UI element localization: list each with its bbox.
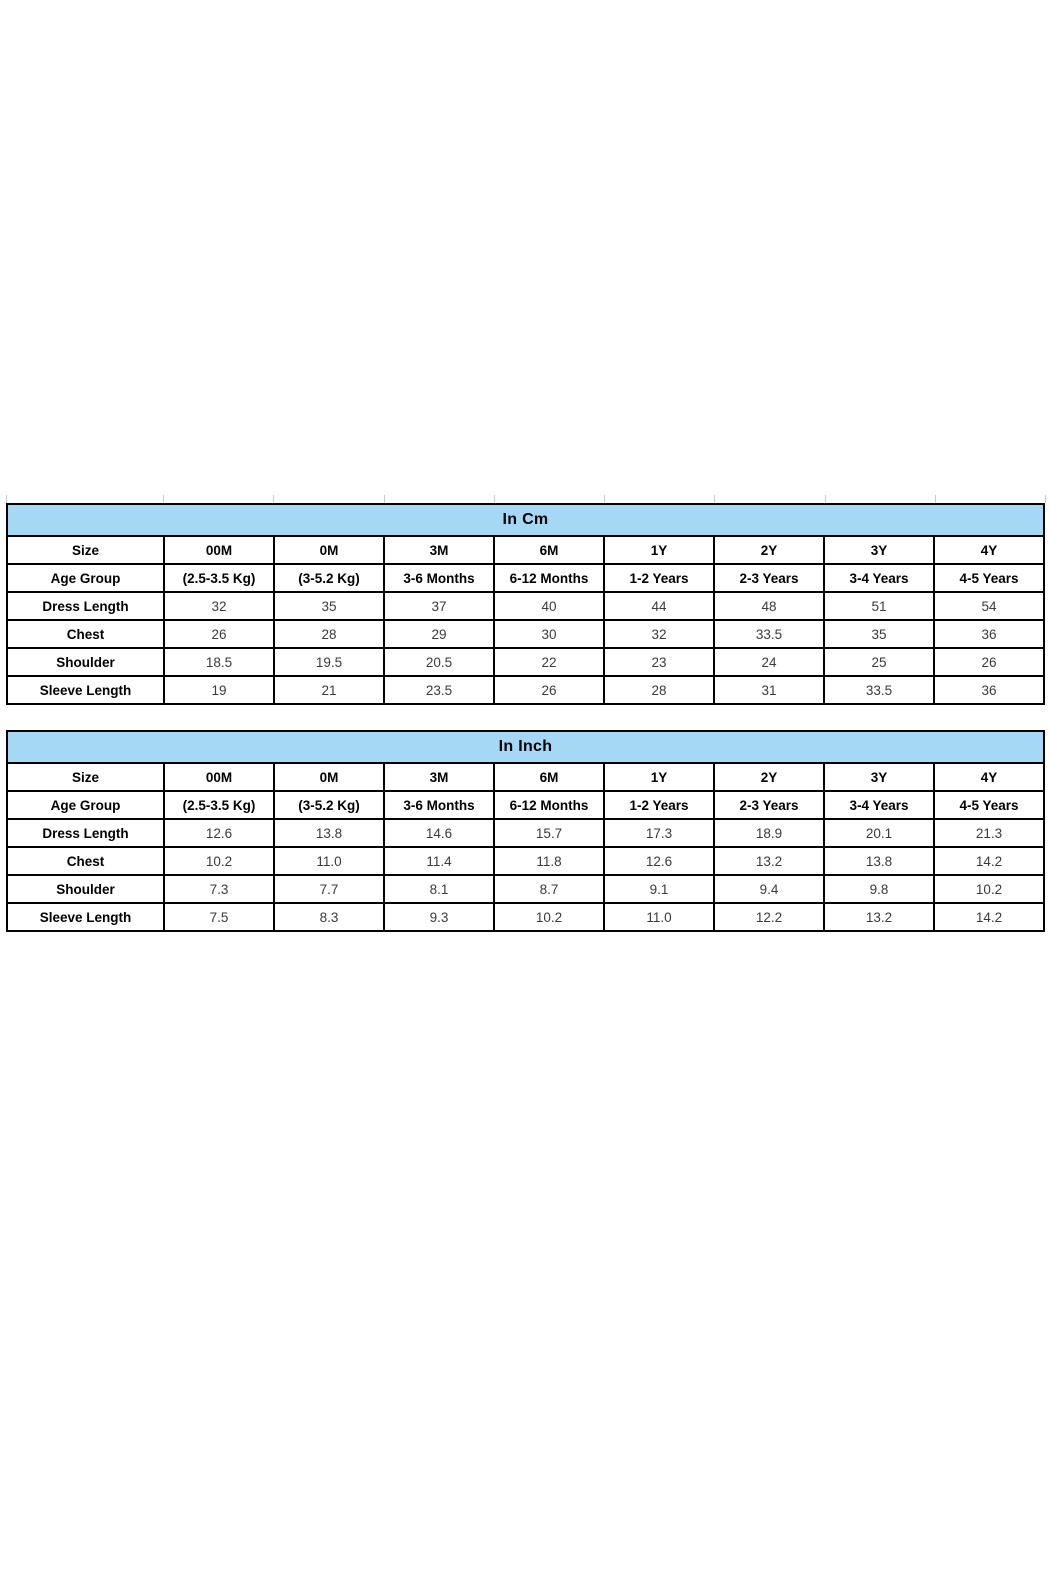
measurement-value-cell: 12.2 xyxy=(714,903,824,931)
measurement-value-cell: 13.2 xyxy=(714,847,824,875)
size-column-header: 0M xyxy=(274,763,384,791)
measurement-row-label: Dress Length xyxy=(7,819,164,847)
measurement-value-cell: 54 xyxy=(934,592,1044,620)
measurement-value-cell: 51 xyxy=(824,592,934,620)
measurement-value-cell: 14.2 xyxy=(934,903,1044,931)
age-group-label: Age Group xyxy=(7,791,164,819)
age-group-header: (2.5-3.5 Kg) xyxy=(164,791,274,819)
measurement-value-cell: 10.2 xyxy=(494,903,604,931)
measurement-value-cell: 17.3 xyxy=(604,819,714,847)
measurement-value-cell: 35 xyxy=(274,592,384,620)
measurement-value-cell: 44 xyxy=(604,592,714,620)
gridline-tick xyxy=(935,495,936,503)
measurement-value-cell: 26 xyxy=(934,648,1044,676)
measurement-value-cell: 9.1 xyxy=(604,875,714,903)
measurement-value-cell: 7.5 xyxy=(164,903,274,931)
measurement-value-cell: 31 xyxy=(714,676,824,704)
measurement-value-cell: 18.9 xyxy=(714,819,824,847)
size-column-header: 4Y xyxy=(934,763,1044,791)
age-group-header: (2.5-3.5 Kg) xyxy=(164,564,274,592)
measurement-value-cell: 20.5 xyxy=(384,648,494,676)
measurement-value-cell: 11.0 xyxy=(604,903,714,931)
size-table-inch xyxy=(6,730,1045,932)
measurement-value-cell: 48 xyxy=(714,592,824,620)
size-column-header: 1Y xyxy=(604,763,714,791)
measurement-value-cell: 13.2 xyxy=(824,903,934,931)
measurement-value-cell: 21 xyxy=(274,676,384,704)
gridline-tick xyxy=(825,495,826,503)
age-group-header: 4-5 Years xyxy=(934,791,1044,819)
measurement-row-label: Sleeve Length xyxy=(7,676,164,704)
measurement-row xyxy=(7,819,1044,847)
age-group-header: 6-12 Months xyxy=(494,564,604,592)
table-title: In Cm xyxy=(7,504,1044,536)
measurement-value-cell: 28 xyxy=(274,620,384,648)
size-column-header: 0M xyxy=(274,536,384,564)
gridline-tick xyxy=(494,495,495,503)
measurement-value-cell: 40 xyxy=(494,592,604,620)
measurement-value-cell: 8.1 xyxy=(384,875,494,903)
measurement-value-cell: 26 xyxy=(164,620,274,648)
measurement-value-cell: 9.4 xyxy=(714,875,824,903)
measurement-value-cell: 37 xyxy=(384,592,494,620)
size-column-header: 3Y xyxy=(824,536,934,564)
measurement-value-cell: 11.8 xyxy=(494,847,604,875)
table-title-row xyxy=(7,731,1044,763)
measurement-value-cell: 8.7 xyxy=(494,875,604,903)
size-column-header: 3Y xyxy=(824,763,934,791)
size-column-header: 3M xyxy=(384,763,494,791)
gridline-tick xyxy=(6,495,7,503)
measurement-row-label: Shoulder xyxy=(7,648,164,676)
measurement-value-cell: 33.5 xyxy=(824,676,934,704)
age-group-row xyxy=(7,564,1044,592)
measurement-row-label: Shoulder xyxy=(7,875,164,903)
age-group-header: 1-2 Years xyxy=(604,564,714,592)
measurement-value-cell: 30 xyxy=(494,620,604,648)
measurement-value-cell: 36 xyxy=(934,620,1044,648)
measurement-value-cell: 7.3 xyxy=(164,875,274,903)
age-group-header: 3-6 Months xyxy=(384,564,494,592)
age-group-header: 6-12 Months xyxy=(494,791,604,819)
gridline-tick xyxy=(163,495,164,503)
size-table-cm xyxy=(6,503,1045,705)
measurement-value-cell: 11.4 xyxy=(384,847,494,875)
measurement-value-cell: 10.2 xyxy=(164,847,274,875)
measurement-row-label: Sleeve Length xyxy=(7,903,164,931)
size-header-label: Size xyxy=(7,763,164,791)
gridline-tick xyxy=(1045,495,1046,503)
table-title-row xyxy=(7,504,1044,536)
size-column-header: 1Y xyxy=(604,536,714,564)
age-group-header: 3-4 Years xyxy=(824,564,934,592)
measurement-value-cell: 8.3 xyxy=(274,903,384,931)
gridline-tick xyxy=(273,495,274,503)
measurement-value-cell: 12.6 xyxy=(604,847,714,875)
measurement-value-cell: 14.6 xyxy=(384,819,494,847)
size-chart-table xyxy=(6,730,1045,932)
measurement-value-cell: 36 xyxy=(934,676,1044,704)
measurement-value-cell: 25 xyxy=(824,648,934,676)
table-title: In Inch xyxy=(7,731,1044,763)
size-column-header: 4Y xyxy=(934,536,1044,564)
gridline-tick xyxy=(604,495,605,503)
age-group-header: 2-3 Years xyxy=(714,564,824,592)
measurement-value-cell: 26 xyxy=(494,676,604,704)
measurement-value-cell: 12.6 xyxy=(164,819,274,847)
measurement-row-label: Chest xyxy=(7,620,164,648)
size-header-label: Size xyxy=(7,536,164,564)
size-column-header: 2Y xyxy=(714,763,824,791)
measurement-row-label: Chest xyxy=(7,847,164,875)
measurement-value-cell: 32 xyxy=(164,592,274,620)
measurement-value-cell: 20.1 xyxy=(824,819,934,847)
age-group-header: 4-5 Years xyxy=(934,564,1044,592)
measurement-value-cell: 19 xyxy=(164,676,274,704)
age-group-header: 3-6 Months xyxy=(384,791,494,819)
measurement-value-cell: 19.5 xyxy=(274,648,384,676)
measurement-value-cell: 29 xyxy=(384,620,494,648)
measurement-value-cell: 10.2 xyxy=(934,875,1044,903)
measurement-value-cell: 24 xyxy=(714,648,824,676)
age-group-row xyxy=(7,791,1044,819)
size-column-header: 00M xyxy=(164,763,274,791)
measurement-value-cell: 21.3 xyxy=(934,819,1044,847)
measurement-value-cell: 15.7 xyxy=(494,819,604,847)
gridline-tick xyxy=(384,495,385,503)
age-group-header: (3-5.2 Kg) xyxy=(274,564,384,592)
measurement-value-cell: 28 xyxy=(604,676,714,704)
size-column-header: 3M xyxy=(384,536,494,564)
measurement-value-cell: 11.0 xyxy=(274,847,384,875)
age-group-header: (3-5.2 Kg) xyxy=(274,791,384,819)
measurement-row xyxy=(7,903,1044,931)
size-column-header: 00M xyxy=(164,536,274,564)
measurement-row xyxy=(7,847,1044,875)
measurement-value-cell: 7.7 xyxy=(274,875,384,903)
measurement-row xyxy=(7,620,1044,648)
size-chart-table xyxy=(6,503,1045,705)
measurement-value-cell: 13.8 xyxy=(824,847,934,875)
age-group-label: Age Group xyxy=(7,564,164,592)
size-column-header: 2Y xyxy=(714,536,824,564)
measurement-row xyxy=(7,592,1044,620)
measurement-value-cell: 33.5 xyxy=(714,620,824,648)
size-column-header: 6M xyxy=(494,763,604,791)
measurement-value-cell: 18.5 xyxy=(164,648,274,676)
measurement-row-label: Dress Length xyxy=(7,592,164,620)
measurement-value-cell: 32 xyxy=(604,620,714,648)
measurement-row xyxy=(7,676,1044,704)
measurement-value-cell: 9.3 xyxy=(384,903,494,931)
age-group-header: 2-3 Years xyxy=(714,791,824,819)
measurement-row xyxy=(7,648,1044,676)
measurement-value-cell: 22 xyxy=(494,648,604,676)
measurement-value-cell: 13.8 xyxy=(274,819,384,847)
gridline-tick xyxy=(714,495,715,503)
measurement-value-cell: 23.5 xyxy=(384,676,494,704)
age-group-header: 3-4 Years xyxy=(824,791,934,819)
size-header-row xyxy=(7,536,1044,564)
measurement-value-cell: 35 xyxy=(824,620,934,648)
size-column-header: 6M xyxy=(494,536,604,564)
measurement-row xyxy=(7,875,1044,903)
measurement-value-cell: 9.8 xyxy=(824,875,934,903)
size-header-row xyxy=(7,763,1044,791)
measurement-value-cell: 14.2 xyxy=(934,847,1044,875)
measurement-value-cell: 23 xyxy=(604,648,714,676)
age-group-header: 1-2 Years xyxy=(604,791,714,819)
